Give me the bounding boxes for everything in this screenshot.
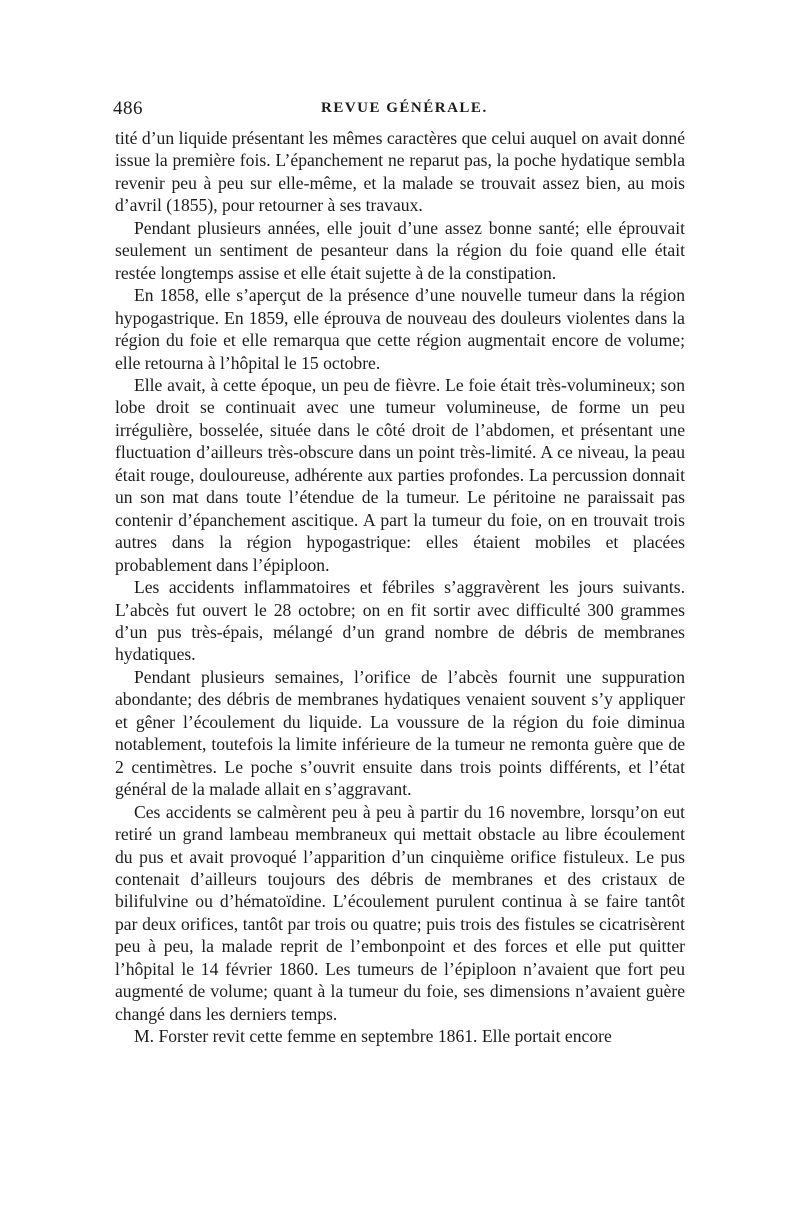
paragraph: Pendant plusieurs semaines, l’orifice de l’abcès fournit une suppuration abondante; des débris de membranes hydatiques venaient souvent s’y appliquer et gêner l’écoulement du liquide. La voussure de la région du foie diminua notablement, toutefois la limite inférieure de la tumeur ne remonta guère que de 2 centimètres. Le poche s’ouvrit ensuite dans trois points différents, et l’état général de la malade allait en s’aggravant. [115,666,685,800]
paragraph: En 1858, elle s’aperçut de la présence d’une nouvelle tumeur dans la région hypogastrique. En 1859, elle éprouva de nouveau des douleurs violentes dans la région du foie et elle remarqua que cette région augmentait encore de volume; elle retourna à l’hôpital le 15 octobre. [115,285,685,373]
page-number: 486 [113,98,143,119]
paragraph: Ces accidents se calmèrent peu à peu à partir du 16 novembre, lorsqu’on eut retiré un grand lambeau membraneux qui mettait obstacle au libre écoulement du pus et avait provoqué l’apparition d’un cinquième orifice fistuleux. Le pus contenait d’ailleurs toujours des débris de membranes et des cristaux de bilifulvine ou d’hématoïdine. L’écoulement purulent continua à se faire tantôt par deux orifices, tantôt par trois ou quatre; puis trois des fistules se cicatrisèrent peu à peu, la malade reprit de l’embonpoint et des forces et elle put quitter l’hôpital le 14 février 1860. Les tumeurs de l’épiploon n’avaient que fort peu augmenté de volume; quant à la tumeur du foie, ses dimensions n’avaient guère changé dans les derniers temps. [115,801,685,1024]
paragraph: Elle avait, à cette époque, un peu de fièvre. Le foie était très-volumineux; son lobe droit se continuait avec une tumeur volumineuse, de forme un peu irrégulière, bosselée, située dans le côté droit de l’abdomen, et présentant une fluctuation d’ailleurs très-obscure dans un point très-limité. A ce niveau, la peau était rouge, douloureuse, adhérente aux parties profondes. La percussion donnait un son mat dans toute l’étendue de la tumeur. Le péritoine ne paraissait pas contenir d’épanchement ascitique. A part la tumeur du foie, on en trouvait trois autres dans la région hypogastrique: elles étaient mobiles et placées probablement dans l’épiploon. [115,374,685,575]
paragraph: Les accidents inflammatoires et fébriles s’aggravèrent les jours suivants. L’abcès fut ouvert le 28 octobre; on en fit sortir avec difficulté 300 grammes d’un pus très-épais, mélangé d’un grand nombre de débris de membranes hydatiques. [115,577,685,665]
running-title: REVUE GÉNÉRALE. [321,100,488,116]
paragraph: M. Forster revit cette femme en septembre 1861. Elle portait encore [134,1026,612,1047]
paragraph-continuation: tité d’un liquide présentant les mêmes caractères que celui auquel on avait donné issue la première fois. L’épanchement ne reparut pas, la poche hydatique sembla revenir peu à peu sur elle-même, et la malade se trouvait assez bien, au mois d’avril (1855), pour retourner à ses travaux. [115,128,685,216]
page-header [113,98,686,124]
body-text [115,127,685,1048]
paragraph: Pendant plusieurs années, elle jouit d’une assez bonne santé; elle éprouvait seulement un sentiment de pesanteur dans la région du foie quand elle était restée longtemps assise et elle était sujette à de la constipation. [115,217,685,283]
